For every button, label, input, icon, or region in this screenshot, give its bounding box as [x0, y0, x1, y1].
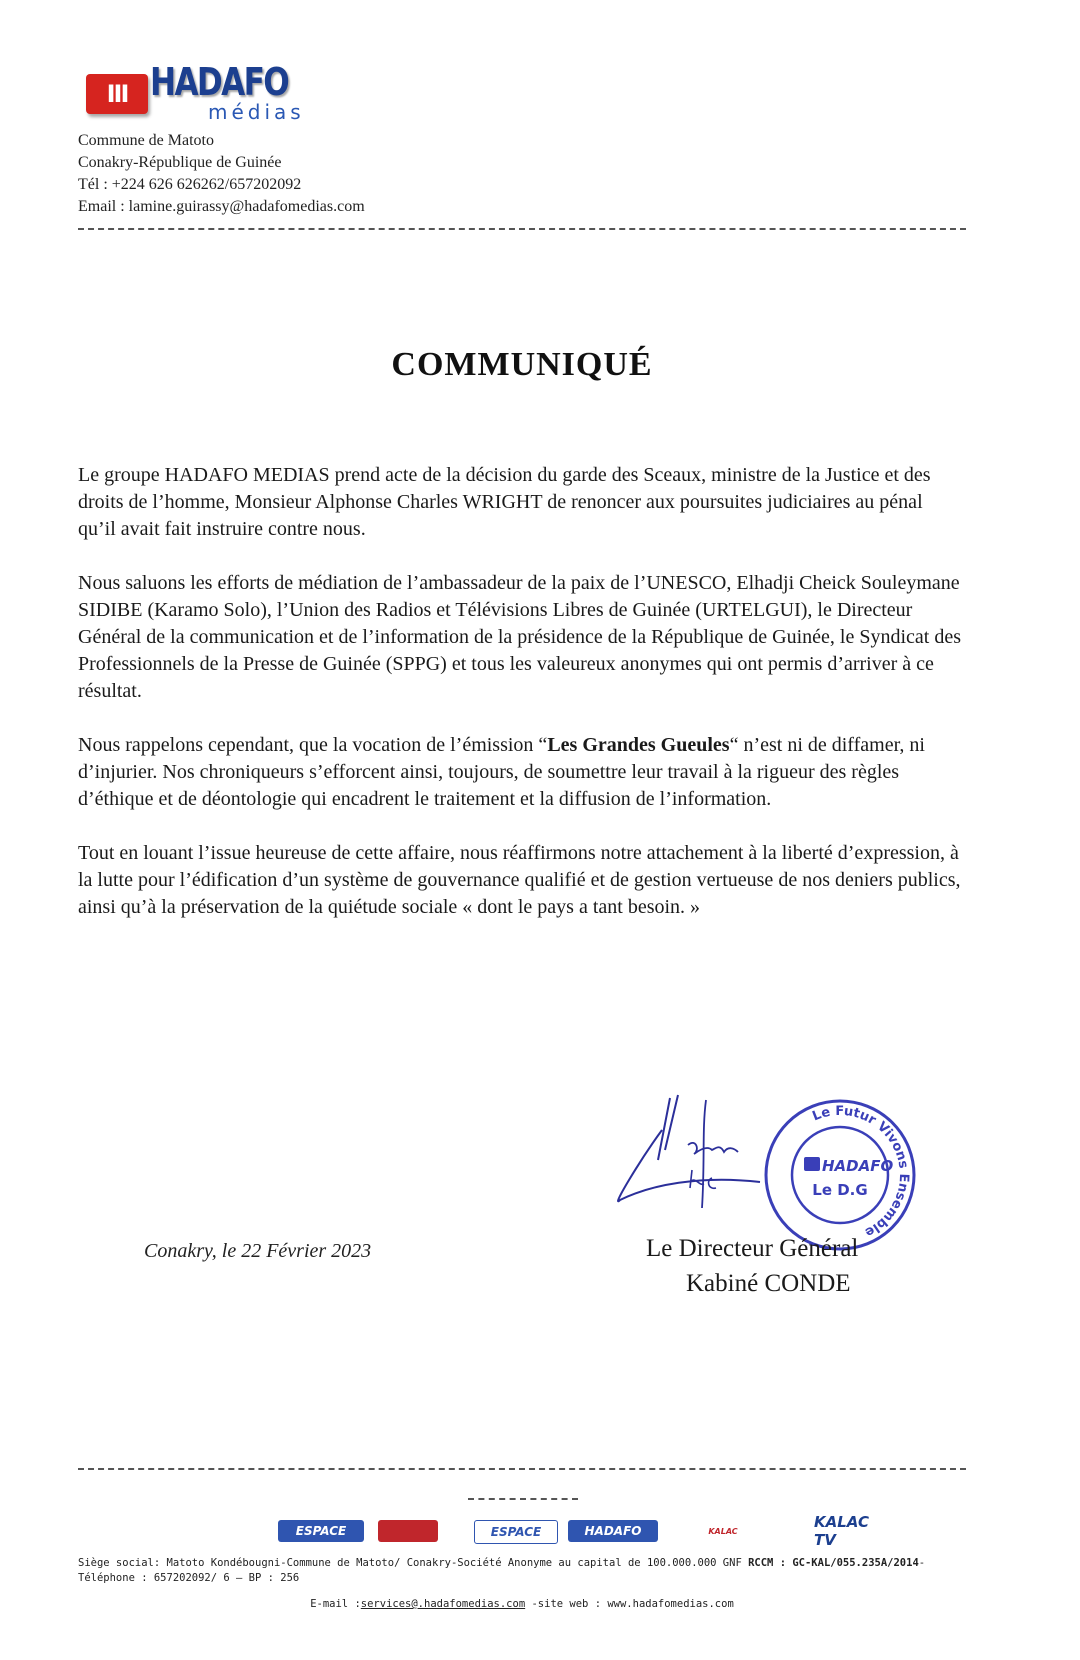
- stamp-center-text: Le D.G: [812, 1181, 868, 1199]
- paragraph-3: [78, 732, 962, 813]
- footer-website: -site web : www.hadafomedias.com: [525, 1598, 734, 1610]
- partner-logos: [278, 1512, 898, 1552]
- partner-logo-espace: ESPACE: [278, 1520, 364, 1542]
- address-line: Conakry-République de Guinée: [78, 154, 282, 171]
- hadafo-logo: [86, 60, 305, 124]
- footer-divider: [78, 1468, 966, 1470]
- company-stamp: [760, 1095, 920, 1255]
- footer-rccm: RCCM : GC-KAL/055.235A/2014: [748, 1557, 919, 1569]
- partner-logo-hadafo: HADAFO: [568, 1520, 658, 1542]
- partner-logo-sport: [378, 1520, 438, 1542]
- document-title: COMMUNIQUÉ: [391, 346, 653, 383]
- header-divider: [78, 228, 966, 230]
- address-line: Commune de Matoto: [78, 132, 214, 149]
- footer-email-link[interactable]: services@.hadafomedias.com: [360, 1598, 526, 1610]
- handwritten-signature: [610, 1090, 780, 1220]
- signer-title: Le Directeur Général: [646, 1235, 859, 1262]
- partner-logo-kalac-tv: KALAC TV: [814, 1520, 890, 1542]
- paragraph-2: Nous saluons les efforts de médiation de l’ambassadeur de la paix de l’UNESCO, Elhadji Cheick Souleymane SIDIBE (Karamo Solo), l’Union des Radios et Télévisions Libres de Guinée (URTELGUI), le Directeur Général de la communication et de l’information de la présidence de la République de Guinée, le Syndicat des Professionnels de la Presse de Guinée (SPPG) et tous les valeureux anonymes qui ont permis d’arriver à ce résultat.: [78, 572, 962, 702]
- footer-legal: [78, 1556, 968, 1586]
- footer-legal-end: -Téléphone : 657202092/ 6 – BP : 256: [78, 1557, 926, 1584]
- stamp-ring-text: Le Futur Vivons Ensemble: [810, 1103, 912, 1240]
- footer-contact: [0, 1598, 1044, 1610]
- email-line: Email : lamine.guirassy@hadafomedias.com: [78, 198, 365, 215]
- signer-name: Kabiné CONDE: [686, 1270, 851, 1297]
- logo-wordmark: HADAFO: [150, 60, 289, 104]
- footer-email-label: E-mail :: [310, 1598, 361, 1610]
- partner-logo-kalac-radio: KALAC: [698, 1520, 748, 1542]
- footer-legal-start: Siège social: Matoto Kondébougni-Commune de Matoto/ Conakry-Société Anonyme au capital de 100.000.000 GNF: [78, 1557, 749, 1569]
- show-name: Les Grandes Gueules: [547, 734, 730, 756]
- paragraph-3-end: “ n’est ni de diffamer, ni d’injurier. Nos chroniqueurs s’efforcent ainsi, toujours, de soumettre leur travail à la rigueur des règles d’éthique et de déontologie qui encadrent le traitement et la diffusion de l’information.: [78, 734, 925, 810]
- paragraph-1: Le groupe HADAFO MEDIAS prend acte de la décision du garde des Sceaux, ministre de la Justice et des droits de l’homme, Monsieur Alphonse Charles WRIGHT de renoncer aux poursuites judiciaires au pénal qu’il avait fait instruire contre nous.: [78, 464, 931, 540]
- logo-subtext: médias: [208, 100, 305, 124]
- paragraph-3-start: Nous rappelons cependant, que la vocation de l’émission “: [78, 734, 548, 756]
- phone-line: Tél : +224 626 626262/657202092: [78, 176, 302, 193]
- footer-short-divider: [468, 1498, 578, 1500]
- letter-body: [78, 462, 962, 948]
- partner-logo-espace-2: ESPACE: [474, 1520, 558, 1544]
- logo-mark-icon: III: [86, 74, 148, 114]
- place-and-date: Conakry, le 22 Février 2023: [144, 1240, 372, 1262]
- address-block: [78, 130, 365, 218]
- paragraph-4: Tout en louant l’issue heureuse de cette affaire, nous réaffirmons notre attachement à la liberté d’expression, à la lutte pour l’édification d’un système de gouvernance qualifié et de gestion vertueuse de nos deniers publics, ainsi qu’à la préservation de la quiétude sociale « dont le pays a tant besoin. »: [78, 842, 961, 918]
- stamp-logo-text: HADAFO: [822, 1157, 894, 1175]
